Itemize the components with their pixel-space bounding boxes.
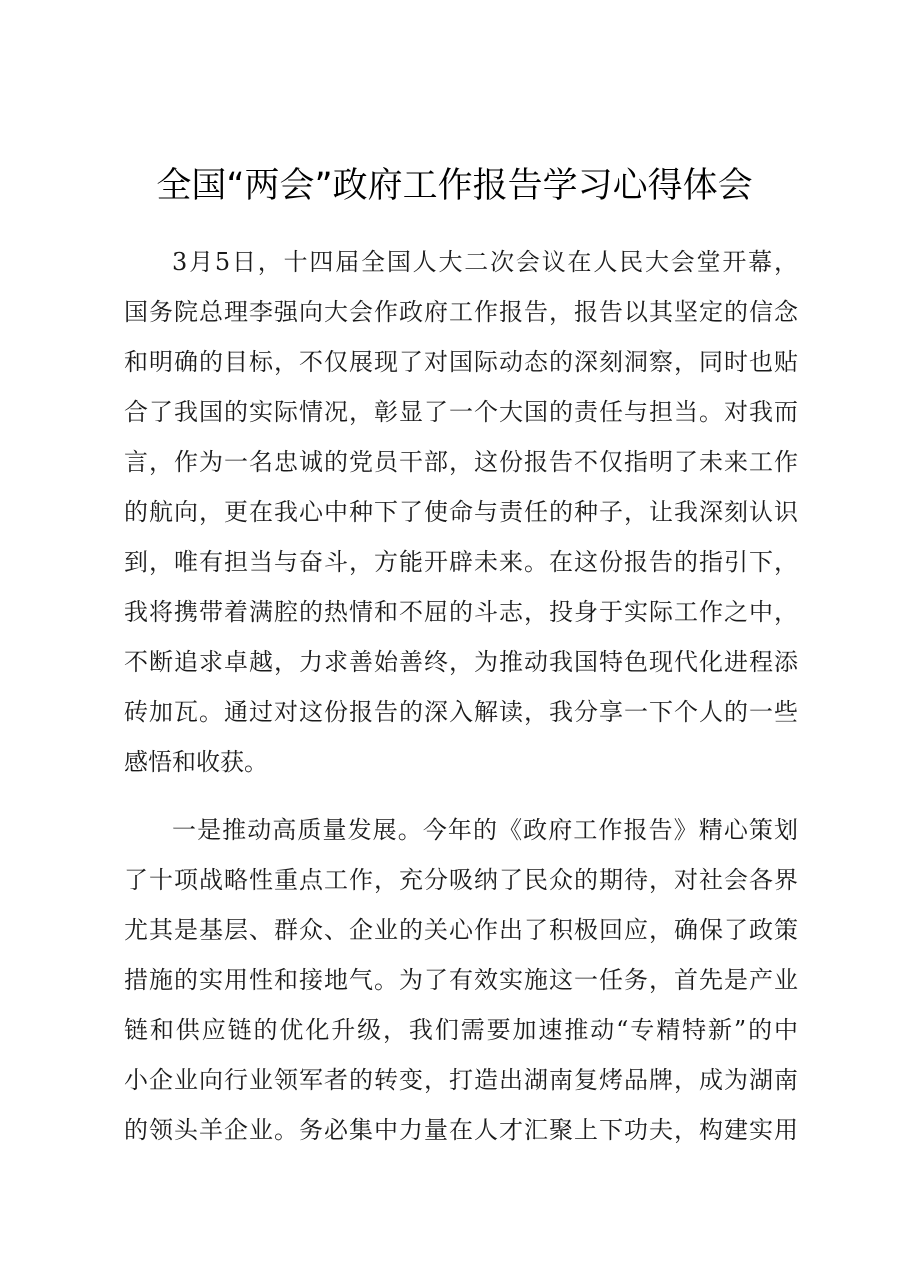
paragraph-2-line-5: 链和供应链的优化升级，我们需要加速推动“专精特新”的中 (124, 1016, 798, 1044)
paragraph-1-line-6: 的航向，更在我心中种下了使命与责任的种子，让我深刻认识 (124, 498, 798, 526)
document-title: 全国“两会”政府工作报告学习心得体会 (156, 166, 753, 206)
paragraph-2-line-2: 了十项战略性重点工作，充分吸纳了民众的期待，对社会各界 (124, 866, 798, 894)
paragraph-1-line-7: 到，唯有担当与奋斗，方能开辟未来。在这份报告的指引下， (124, 548, 798, 576)
paragraph-2-line-7: 的领头羊企业。务必集中力量在人才汇聚上下功夫，构建实用 (124, 1116, 798, 1144)
paragraph-2-line-4: 措施的实用性和接地气。为了有效实施这一任务，首先是产业 (124, 966, 798, 994)
paragraph-1-line-9: 不断追求卓越，力求善始善终，为推动我国特色现代化进程添 (124, 648, 798, 676)
paragraph-1-line-8: 我将携带着满腔的热情和不屈的斗志，投身于实际工作之中， (124, 598, 798, 626)
paragraph-1-line-1: 3月5日，十四届全国人大二次会议在人民大会堂开幕， (172, 248, 798, 276)
paragraph-1-line-2: 国务院总理李强向大会作政府工作报告，报告以其坚定的信念 (124, 298, 798, 326)
paragraph-1-line-3: 和明确的目标，不仅展现了对国际动态的深刻洞察，同时也贴 (124, 348, 798, 376)
paragraph-1-line-10: 砖加瓦。通过对这份报告的深入解读，我分享一下个人的一些 (124, 698, 798, 726)
paragraph-1-line-4: 合了我国的实际情况，彰显了一个大国的责任与担当。对我而 (124, 398, 798, 426)
paragraph-2-line-1: 一是推动高质量发展。今年的《政府工作报告》精心策划 (172, 816, 798, 844)
paragraph-1-line-11: 感悟和收获。 (124, 748, 268, 776)
paragraph-2-line-6: 小企业向行业领军者的转变，打造出湖南复烤品牌，成为湖南 (124, 1066, 798, 1094)
paragraph-2-line-3: 尤其是基层、群众、企业的关心作出了积极回应，确保了政策 (124, 916, 798, 944)
paragraph-1-line-5: 言，作为一名忠诚的党员干部，这份报告不仅指明了未来工作 (124, 448, 798, 476)
